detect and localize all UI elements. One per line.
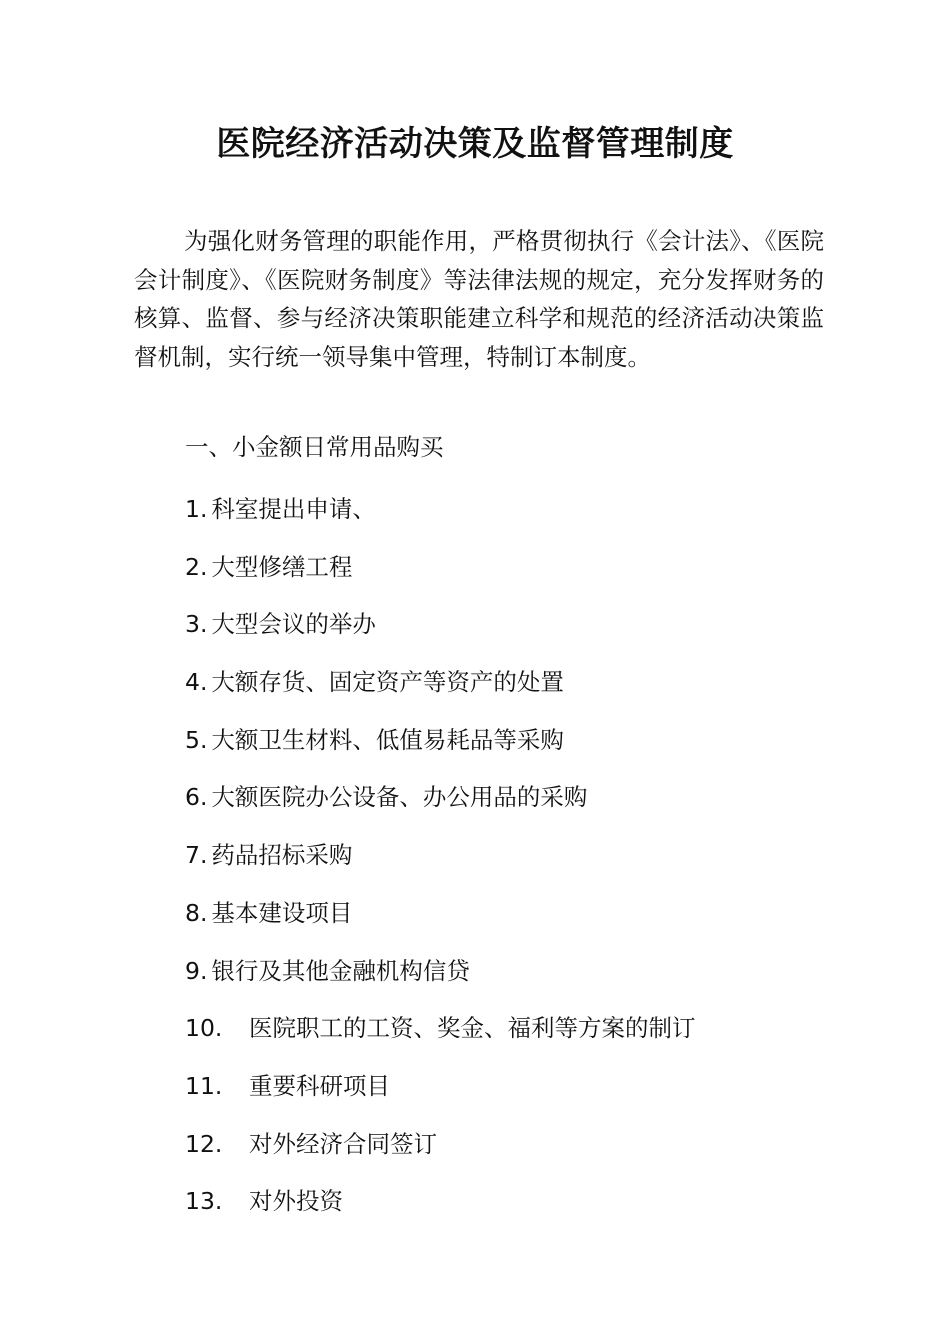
list-item (185, 1125, 696, 1183)
list-item-number: 1. (185, 495, 208, 523)
list-item-text: 科室提出申请、 (211, 495, 376, 523)
list-item-number: 3. (185, 610, 208, 639)
list-item (185, 952, 696, 1010)
list-item-text: 重要科研项目 (249, 1071, 390, 1100)
list-item-text: 大额卫生材料、低值易耗品等采购 (211, 725, 564, 754)
list-item-number: 8. (185, 898, 208, 927)
list-item (185, 548, 696, 606)
list-item (185, 894, 696, 952)
list-item-number: 4. (185, 668, 208, 697)
list-item-number: 6. (185, 783, 208, 812)
list-item-text: 基本建设项目 (211, 898, 353, 927)
list-item-number: 2. (185, 552, 208, 581)
list-item (185, 836, 696, 894)
list-item-text: 大型修缮工程 (211, 552, 353, 581)
list-item-text: 大型会议的举办 (211, 610, 376, 639)
list-item (185, 1182, 696, 1240)
document-title: 医院经济活动决策及监督管理制度 (216, 123, 734, 164)
intro-paragraph: 为强化财务管理的职能作用，严格贯彻执行《会计法》、《医院会计制度》、《医院财务制度》等法律法规的规定，充分发挥财务的核算、监督、参与经济决策职能建立科学和规范的经济活动决策监督机制，实行统一领导集中管理，特制订本制度。 (134, 227, 824, 371)
list-item-text: 药品招标采购 (211, 841, 353, 870)
list-item-number: 10. (185, 1014, 223, 1043)
list-item-number: 13. (185, 1187, 223, 1216)
list-item-number: 5. (185, 725, 208, 754)
list-item-text: 对外经济合同签订 (249, 1129, 437, 1158)
list-item-text: 大额存货、固定资产等资产的处置 (211, 668, 564, 697)
list-item (185, 721, 696, 779)
list-item-text: 对外投资 (249, 1187, 343, 1216)
section-heading: 一、小金额日常用品购买 (185, 433, 444, 461)
list-item (185, 778, 696, 836)
list-item-number: 9. (185, 956, 208, 985)
list-item (185, 1009, 696, 1067)
list-item-number: 7. (185, 841, 208, 870)
list-item-number: 12. (185, 1129, 223, 1158)
list-item (185, 663, 696, 721)
item-list (185, 490, 696, 1240)
list-item (185, 490, 696, 548)
list-item-text: 银行及其他金融机构信贷 (211, 956, 470, 985)
list-item-text: 大额医院办公设备、办公用品的采购 (211, 783, 588, 812)
list-item (185, 1067, 696, 1125)
list-item-number: 11. (185, 1071, 223, 1100)
list-item (185, 605, 696, 663)
list-item-text: 医院职工的工资、奖金、福利等方案的制订 (249, 1014, 696, 1043)
